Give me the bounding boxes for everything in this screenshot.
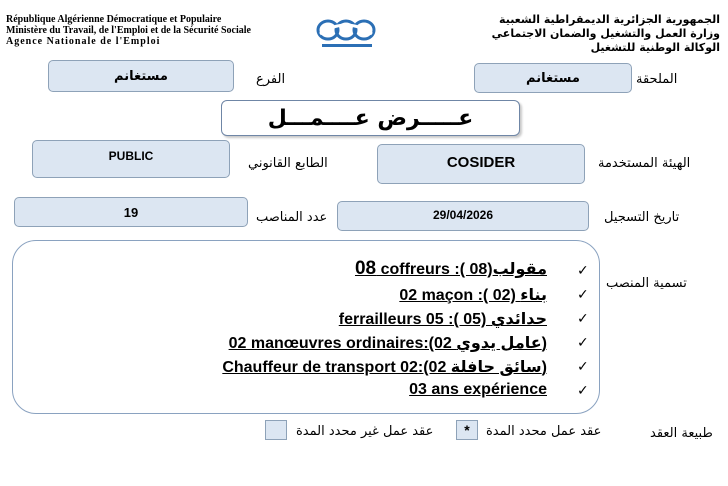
list-item: 02 manœuvres ordinaires:(02 عامل يدوي) (228, 335, 547, 352)
check-icon: ✓ (577, 383, 589, 399)
positions-count-label: عدد المناصب (256, 210, 328, 225)
page-title: عـــــرض عــــمـــل (267, 105, 474, 131)
employer-field: COSIDER (377, 144, 585, 184)
legal-status-field: PUBLIC (32, 140, 230, 178)
branch-label: الفرع (256, 72, 286, 87)
check-icon: ✓ (577, 359, 589, 375)
contract-indefinite-checkbox[interactable] (265, 420, 287, 440)
agency-logo-icon (312, 12, 382, 52)
header-fr-line1: République Algérienne Démocratique et Populaire (6, 14, 222, 25)
header-fr-line3: Agence Nationale de l'Emploi (6, 36, 161, 47)
list-item: 03 ans expérience (409, 381, 547, 398)
header-ar-line3: الوكالة الوطنية للتشغيل (590, 41, 720, 54)
legal-status-label: الطابع القانوني (248, 156, 328, 171)
contract-fixed-label: عقد عمل محدد المدة (486, 424, 602, 439)
registration-date-label: تاريخ التسجيل (604, 210, 680, 225)
contract-fixed-checkbox[interactable]: * (456, 420, 478, 440)
check-icon: ✓ (577, 311, 589, 327)
check-icon: ✓ (577, 335, 589, 351)
positions-label: تسمية المنصب (606, 276, 687, 291)
header-ar-line2: وزارة العمل والتشغيل والضمان الاجتماعي (491, 27, 720, 40)
office-label: الملحقة (636, 72, 678, 87)
employer-label: الهيئة المستخدمة (598, 156, 691, 171)
office-field: مستغانم (474, 63, 632, 93)
contract-indefinite-label: عقد عمل غير محدد المدة (296, 424, 434, 439)
header-fr-line2: Ministère du Travail, de l'Emploi et de la Sécurité Sociale (6, 25, 251, 36)
positions-count-field: 19 (14, 197, 248, 227)
positions-list (12, 240, 600, 414)
offer-title-box (221, 100, 520, 136)
header-ar-line1: الجمهورية الجزائرية الديمقراطية الشعبية (499, 13, 720, 26)
list-item: 08 coffreurs :( 08)مقولب (354, 258, 547, 279)
list-item: Chauffeur de transport 02:(02 سائق حافلة) (222, 359, 547, 376)
contract-label: طبيعة العقد (650, 426, 713, 441)
branch-field: مستغانم (48, 60, 234, 92)
list-item: 02 maçon :( 02) بناء (399, 287, 547, 304)
check-icon: ✓ (577, 263, 589, 279)
list-item: ferrailleurs 05 :( 05) حدائدي (338, 311, 547, 328)
check-icon: ✓ (577, 287, 589, 303)
registration-date-field: 29/04/2026 (337, 201, 589, 231)
